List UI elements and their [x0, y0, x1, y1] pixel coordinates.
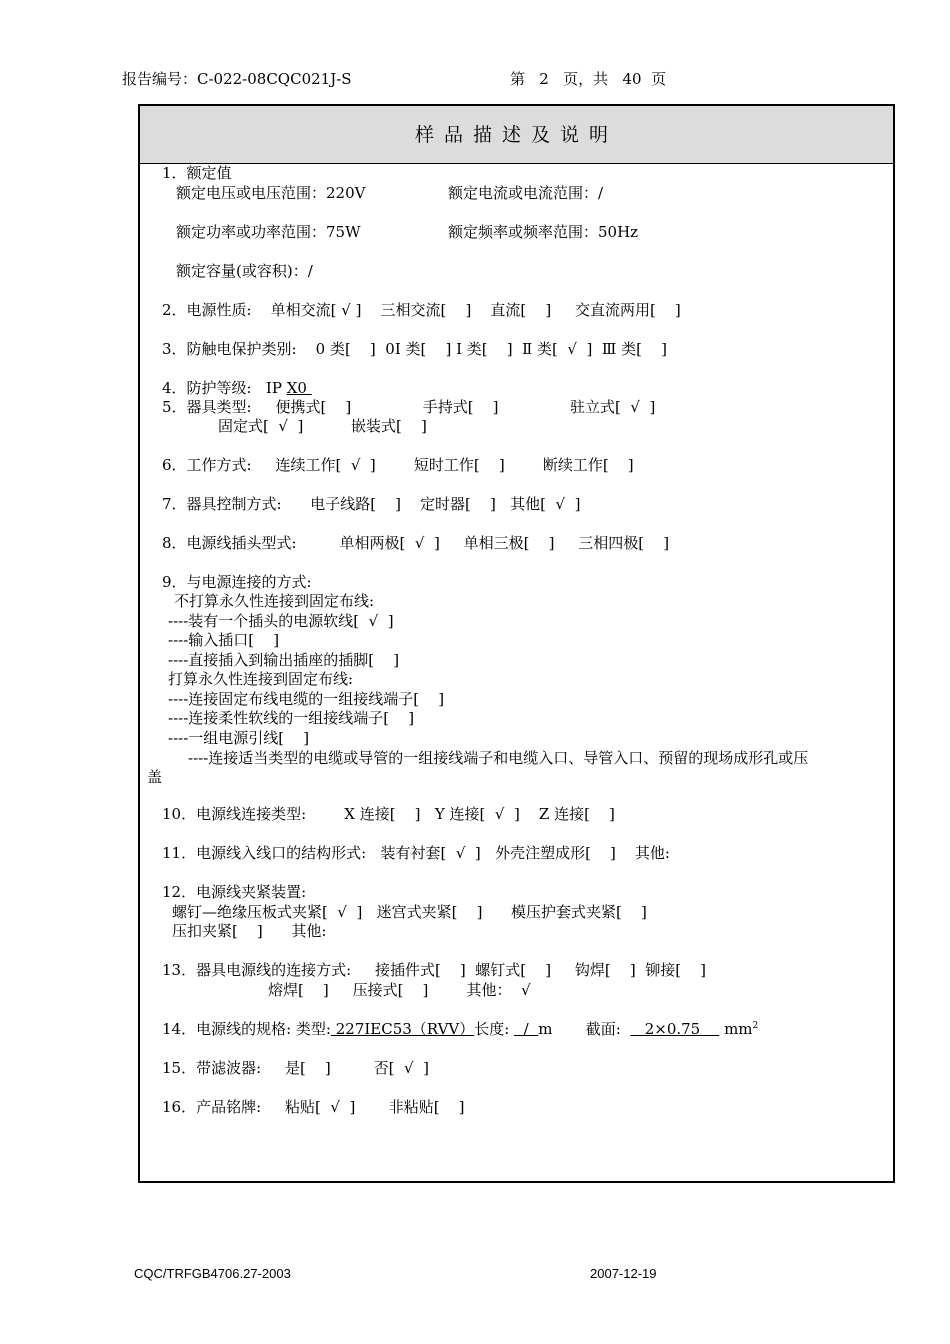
page-info: 第 2 页，共 40 页 [510, 70, 667, 88]
connection-option-cable-entry: ----连接适当类型的电缆或导管的一组接线端子和电缆入口、导管入口、预留的现场成形孔或压 [188, 749, 809, 767]
shock-protection-class: 3．防触电保护类别: 0 类[ ] 0I 类[ ] I 类[ ] Ⅱ 类[ √ ] Ⅲ 类[ ] [162, 340, 667, 358]
cord-attachment-type: 10．电源线连接类型: X 连接[ ] Y 连接[ √ ] Z 连接[ ] [162, 805, 615, 823]
cord-length-label: 长度: [474, 1020, 515, 1038]
rated-values-heading: 1．额定值 [162, 164, 232, 182]
ip-code-value: X0 [286, 379, 312, 397]
non-permanent-connection: 不打算永久性连接到固定布线: [174, 592, 375, 610]
appliance-type-continued: 固定式[ √ ] 嵌装式[ ] [218, 417, 427, 435]
filter-present: 15．带滤波器: 是[ ] 否[ √ ] [162, 1059, 430, 1077]
section-title: 样品描述及说明 [414, 124, 618, 146]
report-number: 报告编号：C-022-08CQC021J-S [122, 70, 352, 88]
cord-type-value: 227IEC53（RVV） [330, 1020, 475, 1038]
cord-specification [162, 1020, 758, 1038]
internal-cord-connection: 13．器具电源线的连接方式: 接插件式[ ] 螺钉式[ ] 钩焊[ ] 铆接[ ] [162, 961, 707, 979]
protection-degree [162, 379, 312, 397]
connection-option-plug-cord: ----装有一个插头的电源软线[ √ ] [168, 612, 394, 630]
connection-option-cable-entry-continued: 盖 [147, 768, 163, 786]
connection-option-supply-leads: ----一组电源引线[ ] [168, 729, 310, 747]
connection-option-fixed-terminals: ----连接固定布线电缆的一组接线端子[ ] [168, 690, 445, 708]
connection-option-pins: ----直接插入到输出插座的插脚[ ] [168, 651, 400, 669]
operation-mode: 6．工作方式: 连续工作[ √ ] 短时工作[ ] 断续工作[ ] [162, 456, 634, 474]
cord-section-unit-exponent: 2 [752, 1021, 759, 1031]
cord-section-label: m 截面: [538, 1020, 631, 1038]
section-title-bar [140, 106, 893, 164]
cord-entry-construction: 11．电源线入线口的结构形式: 装有衬套[ √ ] 外壳注塑成形[ ] 其他: [162, 844, 670, 862]
connection-option-inlet: ----输入插口[ ] [168, 631, 280, 649]
footer-standard: CQC/TRFGB4706.27-2003 [134, 1266, 291, 1281]
rating-plate: 16．产品铭牌: 粘贴[ √ ] 非粘贴[ ] [162, 1098, 465, 1116]
footer-date: 2007-12-19 [590, 1266, 657, 1281]
cord-spec-label: 14．电源线的规格: 类型: [162, 1020, 331, 1038]
rated-voltage: 额定电压或电压范围：220V [176, 184, 366, 202]
connection-method-heading: 9．与电源连接的方式: [162, 573, 312, 591]
rated-current: 额定电流或电流范围：/ [448, 184, 604, 202]
rated-power: 额定功率或功率范围：75W [176, 223, 361, 241]
cord-anchorage-heading: 12．电源线夹紧装置: [162, 883, 307, 901]
cord-anchorage-options: 螺钉—绝缘压板式夹紧[ √ ] 迷宫式夹紧[ ] 模压护套式夹紧[ ] [172, 903, 647, 921]
rated-capacity: 额定容量(或容积)：/ [176, 262, 313, 280]
plug-type: 8．电源线插头型式: 单相两极[ √ ] 单相三极[ ] 三相四极[ ] [162, 534, 670, 552]
permanent-connection: 打算永久性连接到固定布线: [168, 670, 354, 688]
rated-frequency: 额定频率或频率范围：50Hz [448, 223, 639, 241]
power-supply-type: 2．电源性质: 单相交流[ √ ] 三相交流[ ] 直流[ ] 交直流两用[ ] [162, 301, 681, 319]
protection-degree-label: 4．防护等级: IP [162, 379, 287, 397]
cord-section-value: 2×0.75 [630, 1020, 720, 1038]
cord-length-value: / [514, 1020, 539, 1038]
control-mode: 7．器具控制方式: 电子线路[ ] 定时器[ ] 其他[ √ ] [162, 495, 581, 513]
connection-option-flexible-terminals: ----连接柔性软线的一组接线端子[ ] [168, 709, 415, 727]
cord-section-unit: mm [719, 1020, 753, 1038]
appliance-type: 5．器具类型: 便携式[ ] 手持式[ ] 驻立式[ √ ] [162, 398, 656, 416]
internal-cord-connection-continued: 熔焊[ ] 压接式[ ] 其他： √ [268, 981, 531, 999]
cord-anchorage-options-continued: 压扣夹紧[ ] 其他: [172, 922, 327, 940]
